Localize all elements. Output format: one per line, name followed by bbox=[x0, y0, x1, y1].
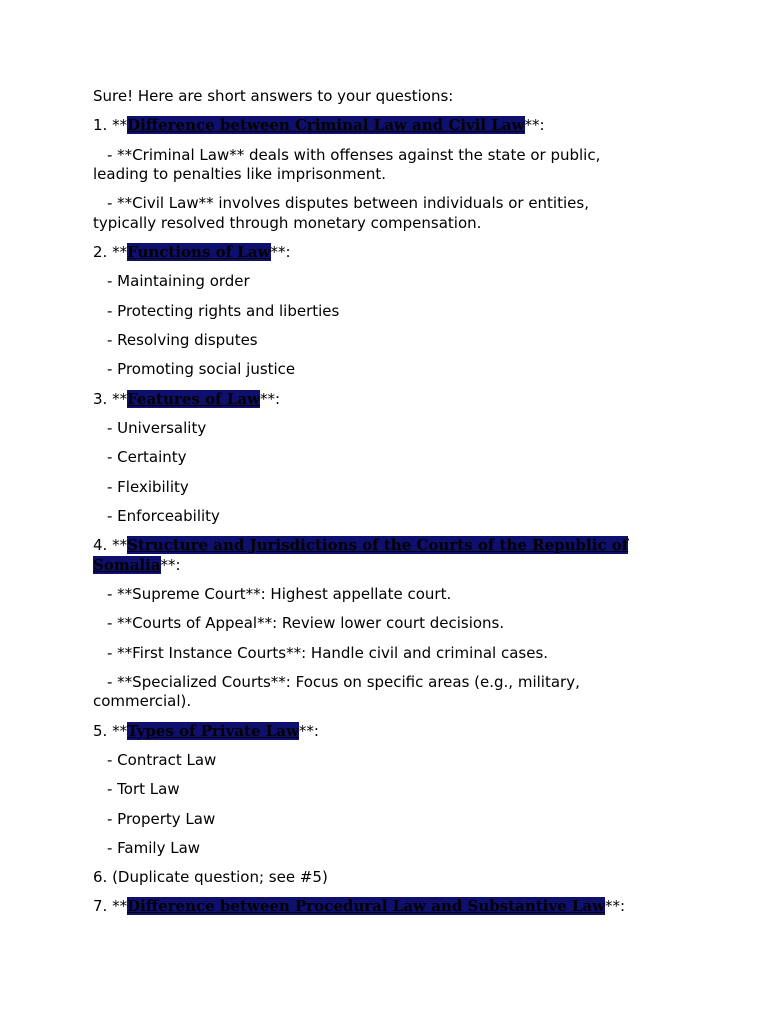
question-3-heading: 3. **Features of Law**: bbox=[93, 389, 281, 408]
question-5-title: Types of Private Law bbox=[127, 721, 299, 740]
intro-text: Sure! Here are short answers to your questions: bbox=[93, 87, 454, 105]
question-4-item: - **Specialized Courts**: Focus on specific areas (e.g., military, commercial). bbox=[93, 672, 580, 711]
question-5-item: - Contract Law bbox=[107, 750, 217, 769]
question-4-heading: 4. **Structure and Jurisdictions of the Courts of the Republic of Somalia**: bbox=[93, 536, 629, 574]
question-3-item: - Certainty bbox=[107, 448, 187, 467]
question-4-item: - **First Instance Courts**: Handle civil and criminal cases. bbox=[107, 643, 549, 662]
question-3-item: - Universality bbox=[107, 418, 207, 437]
question-2-item: - Protecting rights and liberties bbox=[107, 301, 340, 320]
question-1-item: - **Civil Law** involves disputes between individuals or entities, typically resolved through monetary compensation. bbox=[93, 194, 589, 232]
question-2-title: Functions of Law bbox=[127, 243, 271, 262]
question-1-item: - **Criminal Law** deals with offenses against the state or public, leading to penalties like imprisonment. bbox=[93, 145, 601, 184]
question-3-item: - Flexibility bbox=[107, 477, 189, 496]
question-2-item: - Maintaining order bbox=[107, 272, 250, 291]
question-4-title: Structure and Jurisdictions of the Courts of the Republic of Somalia bbox=[93, 536, 629, 574]
question-2-heading: 2. **Functions of Law**: bbox=[93, 243, 291, 262]
question-7-heading: 7. **Difference between Procedural Law and Substantive Law**: bbox=[93, 897, 626, 916]
question-5-item: - Property Law bbox=[107, 809, 216, 828]
question-5-item: - Family Law bbox=[107, 838, 201, 857]
question-2-item: - Promoting social justice bbox=[107, 360, 296, 379]
document-body bbox=[93, 87, 653, 927]
question-1-title: Difference between Criminal Law and Civil Law bbox=[127, 116, 525, 135]
question-4-item: - **Courts of Appeal**: Review lower court decisions. bbox=[107, 614, 505, 633]
question-4-item: - **Supreme Court**: Highest appellate court. bbox=[107, 584, 452, 603]
question-5-item: - Tort Law bbox=[107, 780, 180, 799]
question-5-heading: 5. **Types of Private Law**: bbox=[93, 721, 319, 740]
question-6-text: 6. (Duplicate question; see #5) bbox=[93, 868, 328, 887]
question-3-title: Features of Law bbox=[127, 389, 260, 408]
question-2-item: - Resolving disputes bbox=[107, 331, 258, 350]
question-3-item: - Enforceability bbox=[107, 506, 220, 525]
question-1-heading: 1. **Difference between Criminal Law and Civil Law**: bbox=[93, 116, 545, 135]
question-7-title: Difference between Procedural Law and Substantive Law bbox=[127, 897, 606, 916]
